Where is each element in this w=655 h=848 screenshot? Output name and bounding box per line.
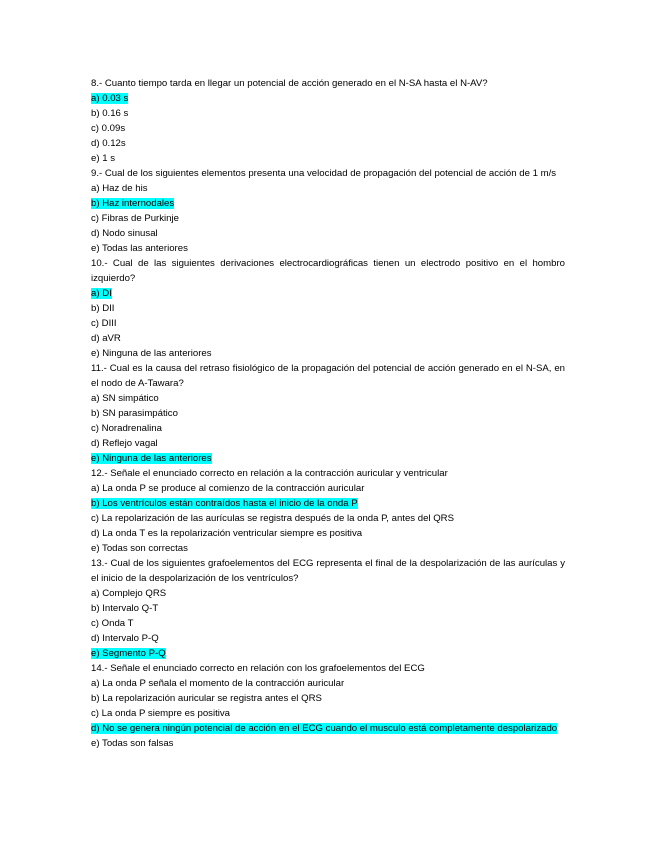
answer-option: [91, 391, 565, 406]
highlighted-answer: a) DI: [91, 288, 112, 299]
answer-text: d) aVR: [91, 333, 121, 344]
answer-option: [91, 211, 565, 226]
answer-text: d) 0.12s: [91, 138, 126, 149]
answer-option: [91, 646, 565, 661]
answer-text: e) Ninguna de las anteriores: [91, 348, 212, 359]
answer-text: c) Onda T: [91, 618, 134, 629]
answer-option: [91, 691, 565, 706]
answer-text: a) La onda P se produce al comienzo de la contracción auricular: [91, 483, 365, 494]
answer-option: [91, 151, 565, 166]
answer-option: [91, 631, 565, 646]
answer-option: [91, 721, 565, 736]
answer-text: d) Intervalo P-Q: [91, 633, 159, 644]
answer-text: c) La onda P siempre es positiva: [91, 708, 231, 719]
answer-option: [91, 346, 565, 361]
answer-text: a) La onda P señala el momento de la contracción auricular: [91, 678, 345, 689]
answer-text: e) Todas son falsas: [91, 738, 174, 749]
answer-text: a) Complejo QRS: [91, 588, 167, 599]
question-text: 8.- Cuanto tiempo tarda en llegar un potencial de acción generado en el N-SA hasta el N-AV?: [91, 78, 488, 89]
question-text: 13.- Cual de los siguientes grafoelementos del ECG representa el final de la despolarización de las aurículas y el inicio de la despolarización de los ventrículos?: [91, 558, 565, 584]
answer-option: [91, 451, 565, 466]
answer-text: a) SN simpático: [91, 393, 159, 404]
answer-option: [91, 496, 565, 511]
answer-option: [91, 511, 565, 526]
highlighted-answer: b) Los ventrículos están contraídos hasta el inicio de la onda P: [91, 498, 358, 509]
answer-option: [91, 706, 565, 721]
answer-text: b) DII: [91, 303, 115, 314]
answer-option: [91, 541, 565, 556]
answer-option: [91, 241, 565, 256]
answer-option: [91, 196, 565, 211]
answer-text: d) Nodo sinusal: [91, 228, 158, 239]
answer-text: b) Intervalo Q-T: [91, 603, 159, 614]
answer-text: c) La repolarización de las aurículas se registra después de la onda P, antes del QRS: [91, 513, 454, 524]
highlighted-answer: e) Segmento P-Q: [91, 648, 166, 659]
answer-option: [91, 676, 565, 691]
highlighted-answer: b) Haz internodales: [91, 198, 175, 209]
answer-option: [91, 121, 565, 136]
question-text: 9.- Cual de los siguientes elementos presenta una velocidad de propagación del potencial de acción de 1 m/s: [91, 168, 557, 179]
answer-option: [91, 301, 565, 316]
answer-option: [91, 286, 565, 301]
question-text: 11.- Cual es la causa del retraso fisiológico de la propagación del potencial de acción generado en el N-SA, en el nodo de A-Tawara?: [91, 363, 565, 389]
answer-option: [91, 106, 565, 121]
answer-option: [91, 601, 565, 616]
answer-text: c) 0.09s: [91, 123, 126, 134]
answer-text: e) Todas las anteriores: [91, 243, 188, 254]
answer-text: c) DIII: [91, 318, 117, 329]
answer-option: [91, 616, 565, 631]
answer-text: b) 0.16 s: [91, 108, 129, 119]
answer-option: [91, 421, 565, 436]
answer-option: [91, 226, 565, 241]
answer-text: d) La onda T es la repolarización ventricular siempre es positiva: [91, 528, 363, 539]
question-text: 10.- Cual de las siguientes derivaciones electrocardiográficas tienen un electrodo positivo en el hombro izquierdo?: [91, 258, 565, 284]
answer-text: d) Reflejo vagal: [91, 438, 158, 449]
answer-text: c) Fibras de Purkinje: [91, 213, 179, 224]
answer-option: [91, 91, 565, 106]
answer-option: [91, 316, 565, 331]
answer-option: [91, 181, 565, 196]
document-body: [91, 76, 565, 751]
answer-option: [91, 736, 565, 751]
highlighted-answer: a) 0.03 s: [91, 93, 129, 104]
highlighted-answer: e) Ninguna de las anteriores: [91, 453, 212, 464]
highlighted-answer: d) No se genera ningún potencial de acción en el ECG cuando el musculo está completamente despolarizado: [91, 723, 558, 734]
answer-option: [91, 136, 565, 151]
answer-text: b) La repolarización auricular se registra antes el QRS: [91, 693, 322, 704]
answer-option: [91, 586, 565, 601]
answer-option: [91, 406, 565, 421]
answer-text: a) Haz de his: [91, 183, 148, 194]
answer-option: [91, 331, 565, 346]
answer-text: e) Todas son correctas: [91, 543, 188, 554]
answer-text: c) Noradrenalina: [91, 423, 162, 434]
answer-option: [91, 481, 565, 496]
answer-text: e) 1 s: [91, 153, 115, 164]
answer-option: [91, 526, 565, 541]
answer-option: [91, 436, 565, 451]
question-text: 14.- Señale el enunciado correcto en relación con los grafoelementos del ECG: [91, 663, 425, 674]
answer-text: b) SN parasimpático: [91, 408, 178, 419]
question-text: 12.- Señale el enunciado correcto en relación a la contracción auricular y ventricular: [91, 468, 448, 479]
